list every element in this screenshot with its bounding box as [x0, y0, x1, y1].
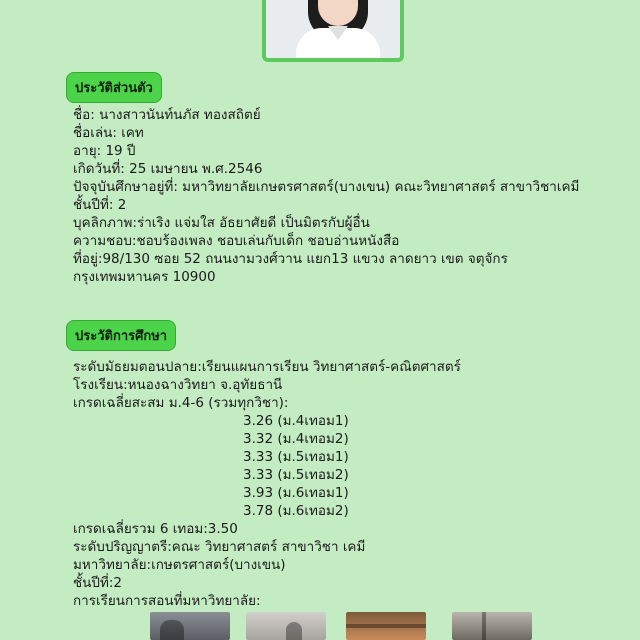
personal-line: ความชอบ:ชอบร้องเพลง ชอบเล่นกับเด็ก ชอบอ่านหนังสือ	[73, 233, 400, 249]
gpa-total: เกรดเฉลี่ยรวม 6 เทอม:3.50	[73, 521, 238, 537]
classroom-gallery	[0, 612, 640, 640]
personal-line: บุคลิกภาพ:ร่าเริง แจ่มใส อัธยาศัยดี เป็นมิตรกับผู้อื่น	[73, 215, 370, 231]
personal-line: เกิดวันที่: 25 เมษายน พ.ศ.2546	[73, 161, 263, 177]
grade-item: 3.32 (ม.4เทอม2)	[243, 431, 349, 447]
grade-item: 3.93 (ม.6เทอม1)	[243, 485, 349, 501]
personal-info	[73, 106, 593, 286]
classroom-photo	[150, 612, 230, 640]
gpa-header: เกรดเฉลี่ยสะสม ม.4-6 (รวมทุกวิชา):	[73, 395, 289, 411]
learning-label: การเรียนการสอนที่มหาวิทยาลัย:	[73, 593, 261, 609]
classroom-photo	[346, 612, 426, 640]
personal-line: ชื่อเล่น: เคท	[73, 125, 144, 141]
education-level: ระดับมัธยมตอนปลาย:เรียนแผนการเรียน วิทยาศาสตร์-คณิตศาสตร์	[73, 359, 461, 375]
personal-line: อายุ: 19 ปี	[73, 143, 136, 159]
bachelor-info: ระดับปริญญาตรี:คณะ วิทยาศาสตร์ สาขาวิชา เคมี	[73, 539, 366, 555]
classroom-photo	[452, 612, 532, 640]
year-info: ชั้นปีที่:2	[73, 575, 122, 591]
personal-line: ชื่อ: นางสาวนันท์นภัส ทองสถิตย์	[73, 107, 261, 123]
grade-item: 3.33 (ม.5เทอม1)	[243, 449, 349, 465]
personal-line: ปัจจุบันศึกษาอยู่ที่: มหาวิทยาลัยเกษตรศาสตร์(บางเขน) คณะวิทยาศาสตร์ สาขาวิชาเคมี	[73, 179, 580, 195]
grade-item: 3.26 (ม.4เทอม1)	[243, 413, 349, 429]
personal-line: ที่อยู่:98/130 ซอย 52 ถนนงามวงศ์วาน แยก13 แขวง ลาดยาว เขต จตุจักร กรุงเทพมหานคร 10900	[73, 251, 508, 285]
education-school: โรงเรียน:หนองฉางวิทยา จ.อุทัยธานี	[73, 377, 283, 393]
grade-item: 3.78 (ม.6เทอม2)	[243, 503, 349, 519]
section-title-personal: ประวัติส่วนตัว	[66, 72, 162, 103]
section-title-education: ประวัติการศึกษา	[66, 320, 176, 351]
university-info: มหาวิทยาลัย:เกษตรศาสตร์(บางเขน)	[73, 557, 286, 573]
personal-line: ชั้นปีที่: 2	[73, 197, 127, 213]
education-info	[73, 358, 461, 610]
profile-photo	[262, 0, 404, 62]
grade-item: 3.33 (ม.5เทอม2)	[243, 467, 349, 483]
classroom-photo	[246, 612, 326, 640]
